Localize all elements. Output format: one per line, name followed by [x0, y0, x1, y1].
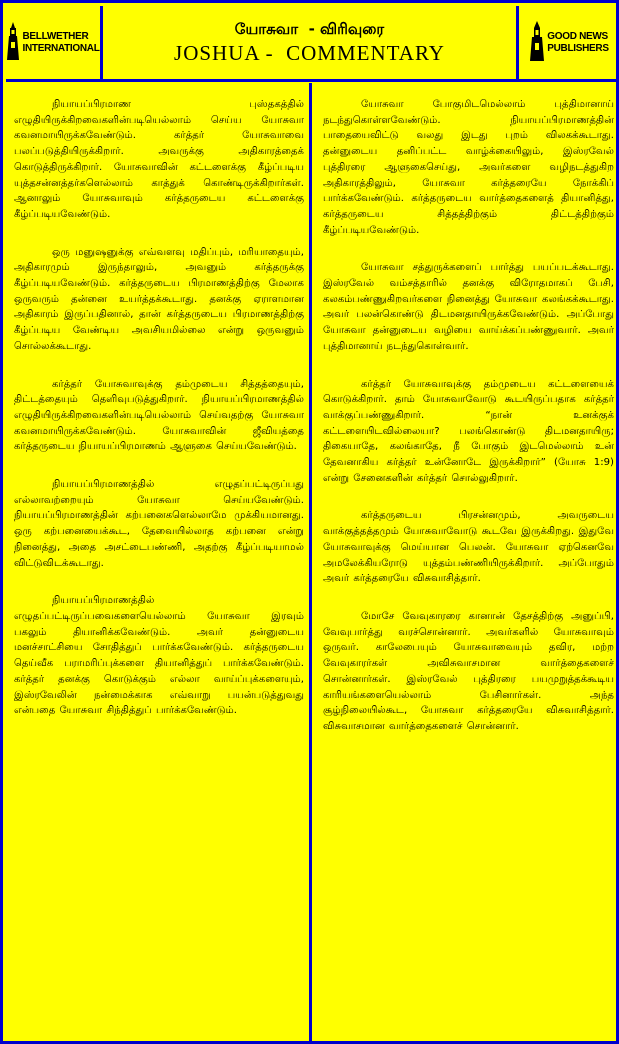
right-logo-line2: PUBLISHERS: [547, 42, 609, 54]
bellwether-logo: [6, 6, 103, 79]
paragraph: ஒரு மனுஷனுக்கு எவ்வளவு மதிப்பும், மரியாதையும், அதிகாரமும் இருந்தாலும், அவனும் கர்த்தருக்கு கீழ்ப்படியவேண்டும். கர்த்தருடைய பிரமாணத்திற்கு மேலாக ஒருவரும் தன்னை உயர்த்தக்கூடாது. தனக்கு ஏராளமான அதிகாரம் இருப்பதினால், தான் கர்த்தருடைய பிரமாணத்திற்கு கீழ்ப்படிய வேண்டிய அவசியமில்லை என்று ஒருவனும் சொல்லக்கூடாது.: [14, 246, 304, 352]
page-title-tamil: யோசுவா - விரிவுரை: [234, 19, 385, 38]
tower-icon: [529, 21, 545, 65]
title-block: [103, 6, 516, 79]
good-news-logo: [516, 6, 619, 79]
paragraph: நியாயப்பிரமாண புஸ்தகத்தில் எழுதியிருக்கிறவைகளின்படியெல்லாம் செய்ய யோசுவா கவனமாயிருக்கவேண்டும். கர்த்தர் யோசுவாவை பலப்படுத்தியிருக்கிறார். அவருக்கு அதிகாரத்தைக் கொடுத்திருக்கிறார். யோசுவாவின் கட்டளைக்கு கீழ்ப்படிய யுத்தசன்னத்தர்களெல்லாம் காத்துக் கொண்டிருக்கிறார்கள். ஆனாலும் யோசுவாவும் கர்த்தருடைய கட்டளைக்கு கீழ்ப்படியவேண்டும்.: [14, 99, 304, 220]
right-logo-line1: GOOD NEWS: [547, 30, 608, 42]
left-logo-line1: BELLWETHER: [22, 30, 89, 42]
paragraph: கர்த்தர் யோசுவாவுக்கு தம்முடைய கட்டளையைக் கொடுக்கிறார். தாம் யோசுவாவோடு கூடயிருப்பதாக கர்த்தர் வாக்குப்பண்ணுகிறார். “நான் உனக்குக் கட்டளையிடவில்லையா? பலங்கொண்டு திடமனதாயிரு; திகையாதே, கலங்காதே, நீ போகும் இடமெல்லாம் உன் தேவனாகிய கர்த்தர் உன்னோடே இருக்கிறார்” (யோசு 1:9) என்று சேனைகளின் கர்த்தர் சொல்லுகிறார்.: [323, 378, 614, 484]
paragraph: யோசுவா சத்துருக்களைப் பார்த்து பயப்படக்கூடாது. இஸ்ரவேல் வம்சத்தாரில் தனக்கு விரோதமாகப் பேசி, கலகம்பண்ணுகிறவர்களை நினைத்து யோசுவா கலங்கக்கூடாது. அவர் பலன்கொண்டு திடமனதாயிருக்கவேண்டும். அப்போது யோசுவா தன்னுடைய வழியை வாய்க்கப்பண்ணுவார். அவர் புத்திமானாய் நடந்துகொள்வார்.: [323, 262, 614, 352]
paragraph: கர்த்தர் யோசுவாவுக்கு தம்முடைய சித்தத்தையும், திட்டத்தையும் தெளிவுபடுத்துகிறார். நியாயப்பிரமாணத்தில் எழுதியிருக்கிறவைகளின்படியெல்லாம் செய்வதற்கு யோசுவா கவனமாயிருக்கவேண்டும். யோசுவாவின் ஜீவியத்தை கர்த்தருடைய நியாயப்பிரமாணம் ஆளுகை செய்யவேண்டும்.: [14, 378, 304, 453]
page-title-english: JOSHUA - COMMENTARY: [174, 40, 445, 65]
left-logo-line2: INTERNATIONAL: [22, 42, 100, 54]
left-column: [6, 83, 312, 1041]
paragraph: மோசே வேவுகாரரை கானான் தேசத்திற்கு அனுப்பி, வேவுபார்த்து வரச்சொன்னார். அவர்களில் யோசுவாவும் ஒருவர். காலேபையும் யோசுவாவையும் தவிர, மற்ற வேவுகாரர்கள் அவிசுவாசமான வார்த்தைகளைச் சொன்னார்கள். இஸ்ரவேல் புத்திரரை பயமுறுத்தக்கூடிய காரியங்களையெல்லாம் பேசினார்கள். அந்த சூழ்நிலையில்கூட, யோசுவா கர்த்தரையே விசுவாசித்தார். விசுவாசமான வார்த்தைகளைச் சொன்னார்.: [323, 610, 614, 732]
paragraph: கர்த்தருடைய பிரசன்னமும், அவருடைய வாக்குத்தத்தமும் யோசுவாவோடு கூடவே இருக்கிறது. இதுவே யோசுவாவுக்கு மெய்யான பெலன். யோசுவா ஏற்கெனவே அமலேக்கியரோடு யுத்தம்பண்ணியிருக்கிறார். அப்போதும் அவர் கர்த்தரையே விசுவாசித்தார்.: [323, 510, 614, 585]
paragraph: நியாயப்பிரமாணத்தில் எழுதப்பட்டிருப்பது எல்லாவற்றையும் யோசுவா செய்யவேண்டும். நியாயப்பிரமாணத்தின் கற்பனைகளெல்லாமே முக்கியமானது. ஒரு கற்பனையைக்கூட, தேவையில்லாத கற்பனை என்று நினைத்து, அதை அசட்டைபண்ணி, அதற்கு கீழ்ப்படியாமல் விட்டுவிடக்கூடாது.: [14, 479, 304, 569]
header: [6, 6, 619, 82]
paragraph: யோசுவா போகுமிடமெல்லாம் புத்திமானாய் நடந்துகொள்ளவேண்டும். நியாயப்பிரமாணத்தின் பாதையைவிட்டு வலது இடது புறம் விலகக்கூடாது. தன்னுடைய தனிப்பட்ட வாழ்க்கையிலும், இஸ்ரவேல் புத்திரரை ஆளுகைசெய்து, அவர்களை வழிநடத்துகிற அதிகாரத்திலும், யோசுவா கர்த்தரையே நோக்கிப் பார்க்கவேண்டும். கர்த்தருடைய வார்த்தைகளைத் தியானித்து, கர்த்தருடைய சித்தத்திற்கும் திட்டத்திற்கும் கீழ்ப்படியவேண்டும்.: [323, 99, 614, 236]
paragraph: நியாயப்பிரமாணத்தில் எழுதப்பட்டிருப்பவைகளையெல்லாம் யோசுவா இரவும் பகலும் தியானிக்கவேண்டும். அவர் தன்னுடைய மனச்சாட்சியை சோதித்துப் பார்க்கவேண்டும். கர்த்தருடைய தெய்வீக பராமரிப்புக்களை தியானித்துப் பார்க்கவேண்டும். கர்த்தர் தனக்கு கொடுக்கும் எல்லா வாய்ப்புக்களையும், இஸ்ரவேலின் நன்மைக்காக எவ்வாறு பயன்படுத்துவது என்பதை யோசுவா சிந்தித்துப் பார்க்கவேண்டும்.: [14, 595, 304, 717]
bell-tower-icon: [6, 22, 20, 64]
right-column: [315, 83, 619, 1041]
